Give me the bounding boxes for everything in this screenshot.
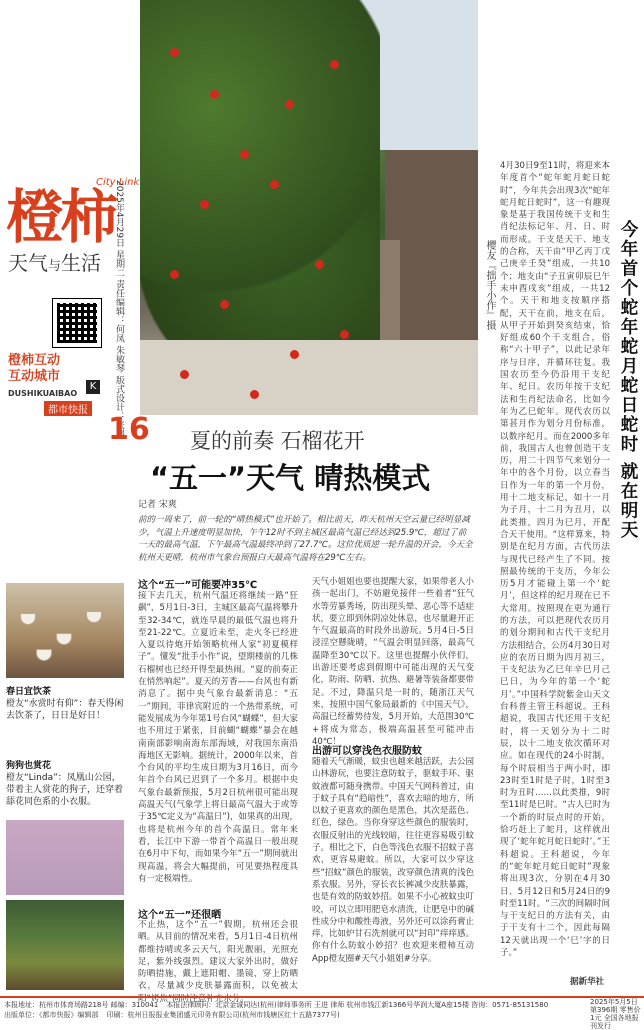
masthead-logo: 橙柿 bbox=[6, 183, 115, 251]
qr-code-icon[interactable] bbox=[52, 298, 102, 348]
section-name: 天气与生活 bbox=[8, 251, 102, 275]
section-title-1: 这个“五一”可能要冲35℃ bbox=[138, 580, 258, 591]
article-author: 记者 宋爽 bbox=[138, 500, 177, 510]
date-line: 2025年4月29日 星期二 责任编辑：何凤 朱敏琴 版式设计：张璟 bbox=[114, 180, 124, 439]
sidebar-headline: 今年首个蛇年蛇月蛇日蛇时 就在明天 bbox=[618, 220, 638, 541]
dog-caption: 狗狗也赏花 橙友“Linda”：凤凰山公园，带着主人赏花的狗子，还穿着舔花同色系的小衣服。 bbox=[6, 760, 124, 895]
dog-photo bbox=[6, 900, 124, 990]
article-lead: 前的一周来了，前一轮的“晴热模式”也开始了。相比前天，昨天杭州天空云量已经明显减少，气温上升速度明显加快，午午12时不到主城区最高气温已经达到25.9℃，超过了前一天的最高气温，下午最高气温最终冲到了27.7℃。这位优质逆一轮升温的开会，今天全杭州天更晴，杭州市气象台预报白天最高气温将在29℃左右。 bbox=[138, 515, 473, 563]
section-text-2: 不止热，这个“五一”假期，杭州还会很晒。从目前的情况来看，5月1日-4日杭州都维持晴或多云天气，阳光靓丽，光照充足，紫外线强烈。建议大家外出时，做好防晒措施，戴上遮阳帽、墨镜，穿上防晒衣，尽量减少皮肤暴露面积，以免被太阳“烤焦”同时注意补充水分。 bbox=[138, 920, 298, 1004]
k-logo-icon: K bbox=[86, 380, 100, 394]
section-title-2: 这个“五一”还很晒 bbox=[138, 910, 222, 921]
photo-credit: 樱友『拙手小作』摄 bbox=[484, 240, 495, 330]
page-number: 16 bbox=[108, 412, 150, 447]
tea-caption: 春日宜饮茶 橙友“水赏时有仰”：春天得闲去饮茶了，日日是好日！ bbox=[6, 687, 124, 721]
article-headline: “五一”天气 晴热模式 bbox=[150, 461, 431, 495]
tea-photo bbox=[6, 583, 124, 678]
column2-text-2: 随着天气渐暖，蚊虫也越来越活跃，去公园山林游玩，也要注意防蚊子，驱蚊手环、驱蚊液都可随身携带。中国天气网科普过，由于蚊子具有“趋暗性”，喜欢去暗的地方，所以蚊子更喜欢的颜色是黑色，其次是蓝色、红色，绿色。当你身穿这些颜色的服装时，衣服反射出的光线较暗，往往更容易吸引蚊子。相比之下，白色等浅色衣服不招蚊子喜欢，更容易避蚊。所以，大家可以少穿这些“招蚊”颜色的服装，改穿颜色清爽的浅色系衣服。另外，穿长衣长裤减少皮肤暴露，也是有效的防蚊妙招。如果不小心被蚊虫叮咬，可以立即用肥皂水清洗，让肥皂中的碱性成分中和酸性毒液，另外还可以涂药膏止痒，比如炉甘石洗剂就可以“封印”痒痒感。你有什么防蚊小妙招？也欢迎来橙柿互动App橙友圈#天气小姐姐#分享。 bbox=[312, 757, 474, 964]
section-title-3: 出游可以穿浅色衣服防蚊 bbox=[312, 746, 422, 757]
column2-text-1: 天气小姐姐也要也提醒大家，如果带老人小孩一起出门，不妨避免接伴一些着者“狂气水等劳暴秀场，防出现头晕、恶心等不适症状，要立即到休阴凉处休息，也尽量避开正午气温最高的时段外出游玩。5月4日-5日浸淫空懸陇晴，“气温会明显回落，最高气温降至30℃以下。这里也提醒小伙伴们，出游还要考虑到假期中可能出现的天气变化，防雨、防晒、抗热、避暑等装备都要带足。不过，降温只是一时的，随浙江天气来，按照中国气象局最新的《中国天气》，高温已经蓄势待发，5月开始，大范围30℃+将成为常态，极端高温甚至可能冲击40℃！ bbox=[312, 577, 474, 747]
column3-text: 4月30日9至11时，将迎来本年度首个“蛇年蛇月蛇日蛇时”，今年共会出现3次“蛇年蛇月蛇日蛇时”，这一有趣现象是基于我国传统干支和生肖纪法标记年、月、日、时而形成。干支是天干、地支的合称，天干由“甲乙丙丁戊己庚辛壬癸”组成，一共10个；地支由“子丑寅卯辰巳午未申酉戌亥”组成，一共12个。天干和地支按顺序搭配，天干在前，地支在后，从甲子开始到癸亥结束，恰好组成60个干支组合，俗称“六十甲子”，以此记录年序与日序，并循环往复。我国农历至今仍沿用干支纪年、纪日。农历年按干支纪法和生肖纪法命名，比如今年为乙巳蛇年。现代农历以第甚月作为划分月份标准，以数序纪月。而在2000多年前，我国古人也曾创造干支历，用二十四节气来划分一年中的各个月份，以立春当日作为一年的第一个月份，用十二地支标记，如十一月为子月，十二月为丑月，以此类推，四月为巳月，开配合天干使用。“这样算来，特别是在纪月方面，古代历法与现代已经产生了不同。按照最传统的干支历，今年公历5月才能碰上第一个‘蛇月’，但这样的纪月现在已不大常用。按照现在更为通行的方法，可以把现代农历月的划分期间和古代干支纪月方法相结合，公历4月30日对应的农历日期为四月初三，干支纪法为乙巳年辛巳月己巳日，为今年的第一个‘蛇月’。”中国科学院紫金山天文台科普主管王科超说。王科超说，我国古代还用干支纪时，将一天划分为十二时辰，以十二地支依次循环对应。如在现代的24小时制，每个时辰相当于两小时，即23时至1时是子时，1时至3时为丑时……以此类推，9时至11时是巳时。“古人巳时为一个新的时辰点时的开始，恰巧赶上了蛇月，这样就出现了‘蛇年蛇月蛇日蛇时’。”王科超说。王科超说，今年的“蛇年蛇月蛇日蛇时”现象将出现3次，分别在4月30日、5月12日和5月24日的9时至11时。“三次的间隔时间与干支纪日的方法有关，由于干支有十二个，因此每隔12天就出现一个‘巳’字的日子。” bbox=[500, 161, 610, 958]
pomegranate-photo bbox=[140, 0, 478, 415]
article-subhead: 夏的前奏 石榴花开 bbox=[190, 429, 365, 453]
brand-label: 都市快报 bbox=[44, 401, 92, 416]
column3-source: 据新华社 bbox=[570, 977, 605, 987]
pinyin-label: DUSHIKUAIBAO bbox=[8, 389, 78, 398]
city-link-label: City Link bbox=[96, 177, 140, 188]
page-footer: 本报地址：杭州市体育场路218号 邮编：310041 本报法律顾问：北京金诚同达(杭州)律师事务所 王进 律师 杭州市钱江新1366号华润大厦A座15楼 咨询：0571-85131580 出版单位：《都市快报》编辑部 印刷：杭州日报报业集团盛元印务有限公司(杭州市钱塘区红十五路7377号) bbox=[0, 996, 644, 1024]
hudong-label: 橙柿互动 互动城市 bbox=[8, 353, 61, 384]
section-text-1: 接下去几天，杭州气温还将继续一路“狂飙”，5月1日-3日，主城区最高气温将攀升至32-34℃，就连早晨的最低气温也将升至21-22℃。立夏近未至，走火冬已经进入夏以待炮开始领略杭州人家“初夏模样子”。懂发“批手小作”说，望期楼前的几株石榴树也已经开得至最热闹。“夏的前奏正在悄然响起”。夏天的芳香——台风也有新消息了。据中央气象台最新消息：“五一”期间，菲律宾附近的一个热带系统，可能发展成为今年第1号台风“蝴蝶”，但大家也不用过于紧张，目前蝴“蝴蝶”暴会在越南南部影响南海东部海域，对我国东南沿海地区无影响。据统计，2000年以来，首个台风的平均生成日期为3月16日，而今年首个台风已迟到了一个多月。根据中央气象台最新预报，5月2日杭州很可能出现高温天气(气象学上将日最高气温大于或等于35℃定义为“高温日”)，如果真的出现，也将是杭州今年的首个高温日。常年来看，长江中下游一带首个高温日一般出现在6月中下旬，而如果今年“五一”期间就出现高温，将会大幅提前，可见要热程度具有一定极端性。 bbox=[138, 591, 298, 884]
footer-issue-info: 2025年5月5日 第396期 零售价1元 全国各地报刊发行 bbox=[590, 998, 641, 1030]
